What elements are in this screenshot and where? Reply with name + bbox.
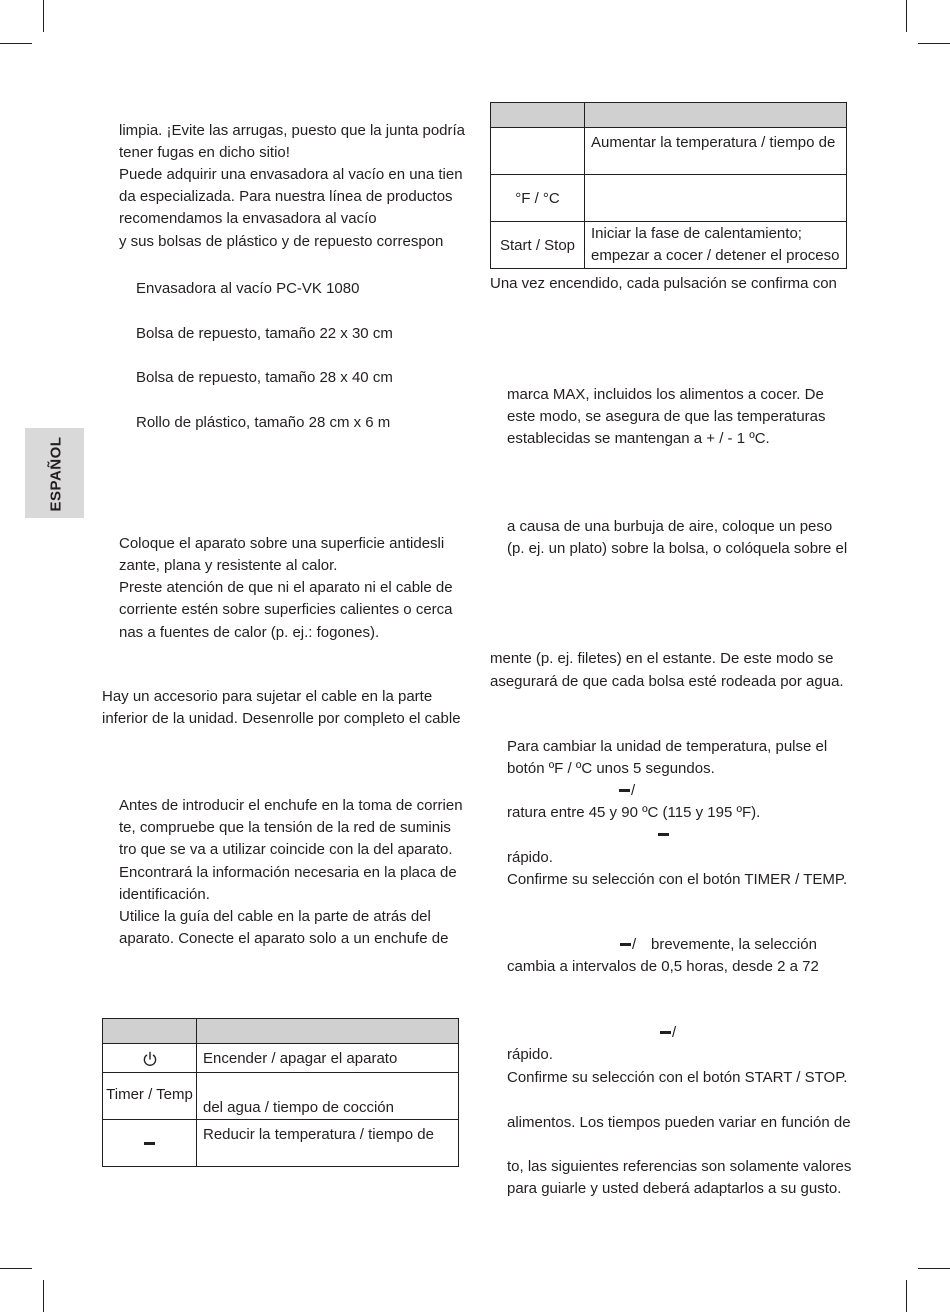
text-line: to, las siguientes referencias son solamente valores: [507, 1158, 852, 1175]
minus-slash-symbol: [660, 1024, 676, 1042]
text-line: botón ºF / ºC unos 5 segundos.: [507, 760, 715, 777]
crop-mark: [906, 1280, 907, 1312]
text-line: recomendamos la envasadora al vacío: [119, 210, 377, 227]
table-cell-text: Iniciar la fase de calentamiento;: [591, 225, 802, 242]
text-line: Hay un accesorio para sujetar el cable en la parte: [102, 688, 433, 705]
table-cell-function: [585, 128, 847, 175]
table-row: [491, 128, 847, 175]
product-item: Bolsa de repuesto, tamaño 22 x 30 cm: [136, 325, 393, 342]
minus-icon: [619, 789, 630, 792]
text-line: para guiarle y usted deberá adaptarlos a su gusto.: [507, 1180, 842, 1197]
text-line: brevemente, la selección: [651, 936, 817, 953]
crop-mark: [0, 43, 32, 44]
product-item: Bolsa de repuesto, tamaño 28 x 40 cm: [136, 369, 393, 386]
text-line: alimentos. Los tiempos pueden variar en función de: [507, 1114, 851, 1131]
text-line: tener fugas en dicho sitio!: [119, 144, 290, 161]
text-line: Para cambiar la unidad de temperatura, pulse el: [507, 738, 828, 755]
table-row: [491, 175, 847, 222]
text-line: y sus bolsas de plástico y de repuesto correspon: [119, 233, 444, 250]
text-line: limpia. ¡Evite las arrugas, puesto que la junta podría: [119, 122, 466, 139]
text-line: Encontrará la información necesaria en la placa de: [119, 864, 457, 881]
table-cell-function: [197, 1120, 459, 1167]
table-row: [103, 1120, 459, 1167]
table-cell-button: [103, 1120, 197, 1167]
text-line: Puede adquirir una envasadora al vacío en una tien: [119, 166, 463, 183]
minus-icon: [620, 943, 631, 946]
crop-mark: [43, 0, 44, 32]
slash-text: /: [632, 936, 637, 953]
minus-slash-symbol: [620, 936, 636, 954]
language-tab-label: ESPAÑOL: [47, 436, 65, 512]
text-line: Confirme su selección con el botón START / STOP.: [507, 1069, 848, 1086]
table-cell-text: del agua / tiempo de cocción: [203, 1099, 394, 1116]
text-line: (p. ej. un plato) sobre la bolsa, o colóquela sobre el: [507, 540, 848, 557]
table-cell-text: empezar a cocer / detener el proceso: [591, 247, 840, 264]
controls-table-right: [490, 102, 847, 269]
text-line: Antes de introducir el enchufe en la toma de corrien: [119, 797, 463, 814]
minus-icon: [144, 1142, 155, 1145]
table-cell-button: [491, 128, 585, 175]
crop-mark: [43, 1280, 44, 1312]
table-cell-button: Timer / Temp: [103, 1073, 197, 1120]
text-line: mente (p. ej. filetes) en el estante. De este modo se: [490, 650, 834, 667]
minus-icon: [658, 833, 669, 836]
text-line: corriente estén sobre superficies calientes o cerca: [119, 601, 453, 618]
table-row: [103, 1044, 459, 1073]
text-line: establecidas se mantengan a + / - 1 ºC.: [507, 430, 770, 447]
text-line: Coloque el aparato sobre una superficie antidesli: [119, 535, 445, 552]
crop-mark: [0, 1268, 32, 1269]
table-cell-function: [585, 222, 847, 269]
text-line: tro que se va a utilizar coincide con la del aparato.: [119, 841, 453, 858]
text-line: rápido.: [507, 849, 553, 866]
text-line: cambia a intervalos de 0,5 horas, desde 2 a 72: [507, 958, 819, 975]
table-cell-text: Reducir la temperatura / tiempo de: [203, 1126, 434, 1143]
table-header-row: [491, 103, 847, 128]
slash-text: /: [631, 782, 636, 799]
text-line: nas a fuentes de calor (p. ej.: fogones).: [119, 624, 380, 641]
power-icon: [142, 1051, 158, 1067]
table-cell-function: [197, 1073, 459, 1120]
product-item: Envasadora al vacío PC-VK 1080: [136, 280, 360, 297]
minus-slash-symbol: [619, 782, 635, 800]
table-cell-text: Aumentar la temperatura / tiempo de: [591, 134, 836, 151]
text-line: marca MAX, incluidos los alimentos a cocer. De: [507, 386, 824, 403]
text-line: a causa de una burbuja de aire, coloque un peso: [507, 518, 833, 535]
product-item: Rollo de plástico, tamaño 28 cm x 6 m: [136, 414, 391, 431]
minus-icon: [660, 1031, 671, 1034]
table-header-cell: [491, 103, 585, 128]
text-line: Preste atención de que ni el aparato ni el cable de: [119, 579, 453, 596]
table-cell-function: [585, 175, 847, 222]
text-line: da especializada. Para nuestra línea de productos: [119, 188, 453, 205]
table-row: [491, 222, 847, 269]
text-line: aparato. Conecte el aparato solo a un enchufe de: [119, 930, 449, 947]
table-header-cell: [197, 1019, 459, 1044]
text-line: inferior de la unidad. Desenrolle por completo el cable: [102, 710, 461, 727]
table-header-cell: [585, 103, 847, 128]
table-cell-button: Start / Stop: [491, 222, 585, 269]
table-header-cell: [103, 1019, 197, 1044]
crop-mark: [906, 0, 907, 32]
crop-mark: [918, 1268, 950, 1269]
crop-mark: [918, 43, 950, 44]
text-line: asegurará de que cada bolsa esté rodeada por agua.: [490, 673, 844, 690]
text-line: Una vez encendido, cada pulsación se confirma con: [490, 275, 837, 292]
text-line: zante, plana y resistente al calor.: [119, 557, 338, 574]
table-cell-text: Encender / apagar el aparato: [203, 1050, 398, 1067]
text-line: rápido.: [507, 1046, 553, 1063]
text-line: Utilice la guía del cable en la parte de atrás del: [119, 908, 431, 925]
text-line: Confirme su selección con el botón TIMER / TEMP.: [507, 871, 848, 888]
table-cell-button: °F / °C: [491, 175, 585, 222]
text-line: identificación.: [119, 886, 210, 903]
text-line: este modo, se asegura de que las temperaturas: [507, 408, 826, 425]
minus-symbol: [658, 826, 670, 844]
table-cell-function: [197, 1044, 459, 1073]
table-header-row: [103, 1019, 459, 1044]
slash-text: /: [672, 1024, 677, 1041]
table-cell-button: [103, 1044, 197, 1073]
text-line: te, compruebe que la tensión de la red de suminis: [119, 819, 451, 836]
table-row: [103, 1073, 459, 1120]
text-line: ratura entre 45 y 90 ºC (115 y 195 ºF).: [507, 804, 761, 821]
controls-table-left: [102, 1018, 459, 1167]
